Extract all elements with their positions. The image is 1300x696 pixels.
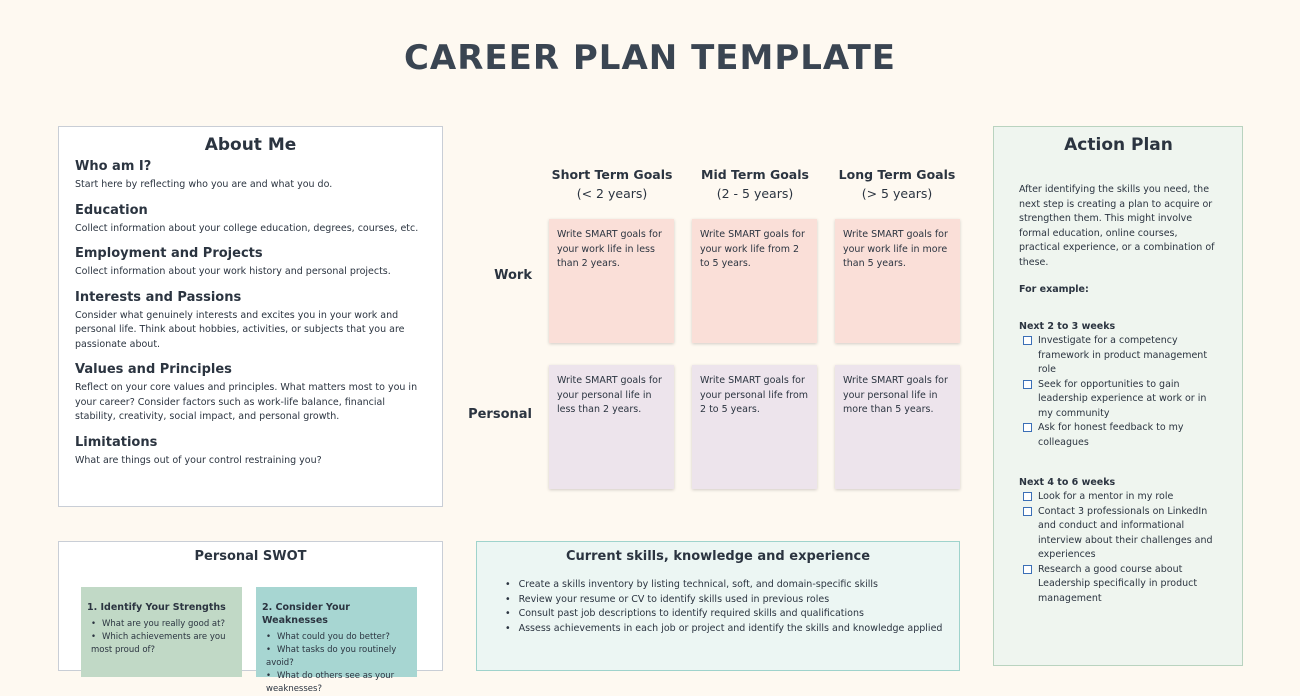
todo-item [1019, 505, 1218, 563]
about-text: Start here by reflecting who you are and what you do. [75, 179, 333, 190]
about-text: Reflect on your core values and principles. What matters most to you in your career? Consider factors such as work-life balance, financial stability, creativity, social impact, and personal growth. [75, 382, 418, 422]
action-plan-intro: After identifying the skills you need, the next step is creating a plan to acquire or strengthen them. This might involve formal education, online courses, practical experience, or a combination of these. [1019, 184, 1215, 268]
about-heading: Limitations [75, 434, 158, 450]
about-heading: Employment and Projects [75, 246, 263, 261]
todo-item [1019, 490, 1218, 505]
column-header-mid-term [692, 165, 818, 203]
row-label-work: Work [494, 268, 532, 283]
swot-weaknesses-box [256, 587, 417, 694]
goal-cell-personal-short[interactable]: Write SMART goals for your personal life in less than 2 years. [549, 365, 674, 489]
todo-text: Ask for honest feedback to my colleagues [1038, 422, 1184, 448]
action-group-heading: Next 2 to 3 weeks [1019, 321, 1116, 332]
row-label-personal: Personal [468, 407, 532, 422]
column-header-long-term [834, 165, 960, 203]
current-skills-card [476, 541, 960, 671]
todo-text: Contact 3 professionals on LinkedIn and conduct and informational interview about their challenges and experiences [1038, 505, 1213, 560]
personal-swot-card [58, 541, 443, 694]
goal-cell-personal-long[interactable]: Write SMART goals for your personal life in more than 5 years. [835, 365, 960, 489]
about-section-education [75, 203, 426, 237]
about-me-card [58, 126, 443, 507]
todo-text: Investigate for a competency framework in product management role [1038, 335, 1208, 375]
about-section-who [75, 159, 426, 193]
about-heading: Education [75, 202, 148, 218]
todo-item [1019, 563, 1218, 607]
checkbox[interactable] [1023, 507, 1032, 516]
about-me-title: About Me [204, 135, 297, 155]
goal-cell-work-mid[interactable]: Write SMART goals for your work life from 2 to 5 years. [692, 219, 817, 343]
about-heading: Interests and Passions [75, 289, 242, 305]
column-title: Mid Term Goals [701, 167, 809, 182]
checkbox[interactable] [1023, 565, 1032, 574]
about-text: Consider what genuinely interests and excites you in your work and personal life. Think about hobbies, activities, or subjects that you are passionate about. [75, 309, 405, 350]
list-item: • Create a skills inventory by listing technical, soft, and domain-specific skills [505, 578, 945, 593]
swot-strengths-heading: 1. Identify Your Strengths [87, 602, 226, 613]
action-plan-card [993, 126, 1243, 666]
goal-cell-work-short[interactable]: Write SMART goals for your work life in less than 2 years. [549, 219, 674, 343]
column-subtitle: (> 5 years) [861, 186, 933, 201]
about-text: Collect information about your college education, degrees, courses, etc. [75, 222, 419, 234]
action-plan-example-label: For example: [1019, 284, 1089, 295]
column-subtitle: (< 2 years) [576, 186, 648, 201]
todo-item [1019, 421, 1218, 450]
todo-item [1019, 334, 1218, 378]
column-title: Long Term Goals [838, 167, 956, 182]
todo-text: Seek for opportunities to gain leadership experience at work or in my community [1038, 378, 1207, 419]
about-heading: Values and Principles [75, 362, 232, 377]
action-group-heading: Next 4 to 6 weeks [1019, 477, 1116, 488]
page-title: CAREER PLAN TEMPLATE [403, 38, 897, 78]
skills-title: Current skills, knowledge and experience [565, 549, 871, 564]
list-item: • Review your resume or CV to identify skills used in previous roles [505, 593, 945, 608]
swot-strengths-box [81, 587, 242, 677]
column-header-short-term [549, 165, 675, 203]
about-section-employment [75, 246, 426, 280]
checkbox[interactable] [1023, 423, 1032, 432]
list-item: • Assess achievements in each job or project and identify the skills and knowledge applied [505, 622, 945, 637]
list-item: • What are you really good at? [91, 618, 236, 631]
list-item: • What do others see as your weaknesses? [266, 670, 411, 696]
about-section-interests [75, 290, 426, 353]
todo-text: Research a good course about Leadership specifically in product management [1038, 563, 1198, 604]
list-item: • What could you do better? [266, 631, 411, 644]
about-text: What are things out of your control restraining you? [75, 454, 322, 466]
checkbox[interactable] [1023, 492, 1032, 501]
about-heading: Who am I? [75, 159, 152, 174]
about-section-values [75, 362, 426, 425]
list-item: • What tasks do you routinely avoid? [266, 644, 411, 670]
swot-title: Personal SWOT [194, 549, 307, 564]
list-item: • Consult past job descriptions to identify required skills and qualifications [505, 607, 945, 622]
todo-item [1019, 378, 1218, 422]
column-title: Short Term Goals [551, 167, 673, 182]
column-subtitle: (2 - 5 years) [716, 186, 794, 201]
checkbox[interactable] [1023, 336, 1032, 345]
list-item: • Which achievements are you most proud of? [91, 631, 236, 657]
goal-cell-personal-mid[interactable]: Write SMART goals for your personal life from 2 to 5 years. [692, 365, 817, 489]
goal-cell-work-long[interactable]: Write SMART goals for your work life in more than 5 years. [835, 219, 960, 343]
about-text: Collect information about your work history and personal projects. [75, 266, 391, 277]
checkbox[interactable] [1023, 380, 1032, 389]
todo-text: Look for a mentor in my role [1038, 491, 1174, 502]
swot-weaknesses-heading: 2. Consider Your Weaknesses [262, 602, 350, 626]
action-plan-title: Action Plan [1064, 135, 1173, 155]
about-section-limitations [75, 435, 426, 469]
